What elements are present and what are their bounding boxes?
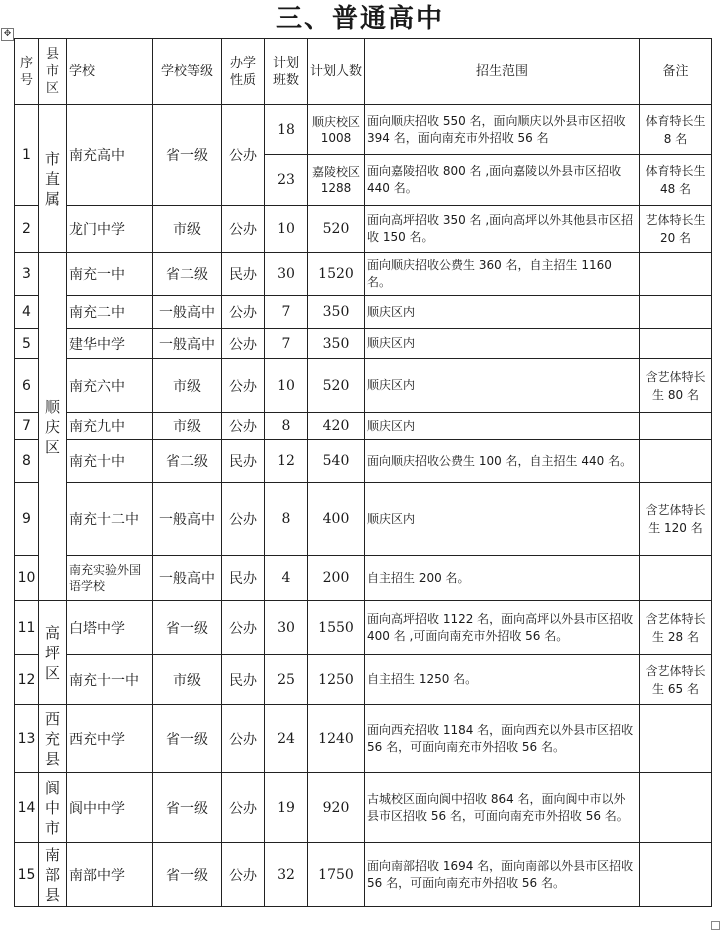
planned-students: 520 bbox=[308, 359, 365, 413]
planned-classes: 30 bbox=[265, 253, 308, 296]
admission-scope: 自主招生 200 名。 bbox=[365, 556, 640, 601]
row-no: 7 bbox=[15, 413, 39, 440]
school-nature: 民办 bbox=[222, 556, 265, 601]
school-nature: 公办 bbox=[222, 206, 265, 253]
header-grade: 学校等级 bbox=[153, 39, 222, 105]
row-no: 14 bbox=[15, 773, 39, 843]
school-grade: 一般高中 bbox=[153, 296, 222, 329]
planned-students: 嘉陵校区1288 bbox=[308, 155, 365, 206]
school-grade: 一般高中 bbox=[153, 329, 222, 359]
admission-scope: 面向嘉陵招收 800 名 ,面向嘉陵以外县市区招收 440 名。 bbox=[365, 155, 640, 206]
county-shunqing: 顺庆区 bbox=[39, 253, 67, 601]
admission-scope: 面向顺庆招收公费生 100 名，自主招生 440 名。 bbox=[365, 440, 640, 483]
school-name: 白塔中学 bbox=[67, 601, 153, 655]
admissions-table bbox=[14, 38, 712, 907]
planned-classes: 19 bbox=[265, 773, 308, 843]
row-no: 9 bbox=[15, 483, 39, 556]
school-name: 建华中学 bbox=[67, 329, 153, 359]
planned-students: 1520 bbox=[308, 253, 365, 296]
school-name: 阆中中学 bbox=[67, 773, 153, 843]
remark: 体育特长生 48 名 bbox=[640, 155, 712, 206]
planned-classes: 12 bbox=[265, 440, 308, 483]
table-row bbox=[15, 705, 712, 773]
table-move-handle-icon[interactable]: ✥ bbox=[1, 28, 14, 41]
planned-students: 1240 bbox=[308, 705, 365, 773]
table-row bbox=[15, 843, 712, 907]
planned-students: 200 bbox=[308, 556, 365, 601]
admission-scope: 面向南部招收 1694 名，面向南部以外县市区招收 56 名，可面向南充市外招收 56 名。 bbox=[365, 843, 640, 907]
school-grade: 省二级 bbox=[153, 440, 222, 483]
school-name: 南充一中 bbox=[67, 253, 153, 296]
admission-scope: 面向高坪招收 1122 名，面向高坪以外县市区招收 400 名 ,可面向南充市外招收 56 名。 bbox=[365, 601, 640, 655]
planned-classes: 7 bbox=[265, 296, 308, 329]
planned-students: 1250 bbox=[308, 655, 365, 705]
remark: 含艺体特长生 28 名 bbox=[640, 601, 712, 655]
school-grade: 省一级 bbox=[153, 843, 222, 907]
school-nature: 民办 bbox=[222, 440, 265, 483]
admission-scope: 自主招生 1250 名。 bbox=[365, 655, 640, 705]
planned-students: 350 bbox=[308, 329, 365, 359]
planned-classes: 23 bbox=[265, 155, 308, 206]
row-no: 1 bbox=[15, 105, 39, 206]
planned-classes: 32 bbox=[265, 843, 308, 907]
school-grade: 省一级 bbox=[153, 105, 222, 206]
admission-scope: 顺庆区内 bbox=[365, 483, 640, 556]
row-no: 15 bbox=[15, 843, 39, 907]
admission-scope: 面向顺庆招收公费生 360 名，自主招生 1160 名。 bbox=[365, 253, 640, 296]
school-nature: 公办 bbox=[222, 601, 265, 655]
table-row bbox=[15, 329, 712, 359]
table-row bbox=[15, 655, 712, 705]
planned-classes: 25 bbox=[265, 655, 308, 705]
admission-scope: 顺庆区内 bbox=[365, 329, 640, 359]
row-no: 2 bbox=[15, 206, 39, 253]
table-row bbox=[15, 296, 712, 329]
remark: 含艺体特长生 65 名 bbox=[640, 655, 712, 705]
school-name: 南充高中 bbox=[67, 105, 153, 206]
remark: 含艺体特长生 120 名 bbox=[640, 483, 712, 556]
school-nature: 公办 bbox=[222, 843, 265, 907]
school-name: 南部中学 bbox=[67, 843, 153, 907]
remark bbox=[640, 705, 712, 773]
school-grade: 省一级 bbox=[153, 601, 222, 655]
school-nature: 公办 bbox=[222, 329, 265, 359]
school-grade: 一般高中 bbox=[153, 556, 222, 601]
header-county: 县市区 bbox=[39, 39, 67, 105]
planned-classes: 8 bbox=[265, 413, 308, 440]
table-row bbox=[15, 483, 712, 556]
school-name: 南充六中 bbox=[67, 359, 153, 413]
school-name: 南充十二中 bbox=[67, 483, 153, 556]
remark bbox=[640, 440, 712, 483]
planned-students: 920 bbox=[308, 773, 365, 843]
header-students: 计划人数 bbox=[308, 39, 365, 105]
county-shizhishu: 市直属 bbox=[39, 105, 67, 253]
county-gaoping: 高坪区 bbox=[39, 601, 67, 705]
planned-students: 540 bbox=[308, 440, 365, 483]
school-name: 南充十一中 bbox=[67, 655, 153, 705]
planned-classes: 7 bbox=[265, 329, 308, 359]
page-title: 三、普通高中 bbox=[275, 4, 444, 34]
admission-scope: 顺庆区内 bbox=[365, 296, 640, 329]
school-nature: 公办 bbox=[222, 483, 265, 556]
school-grade: 省一级 bbox=[153, 705, 222, 773]
planned-students: 1550 bbox=[308, 601, 365, 655]
header-nature: 办学性质 bbox=[222, 39, 265, 105]
row-no: 10 bbox=[15, 556, 39, 601]
header-classes: 计划班数 bbox=[265, 39, 308, 105]
row-no: 11 bbox=[15, 601, 39, 655]
planned-classes: 10 bbox=[265, 206, 308, 253]
school-grade: 一般高中 bbox=[153, 483, 222, 556]
header-row bbox=[15, 39, 712, 105]
planned-students: 400 bbox=[308, 483, 365, 556]
planned-students: 顺庆校区1008 bbox=[308, 105, 365, 155]
row-no: 4 bbox=[15, 296, 39, 329]
planned-classes: 24 bbox=[265, 705, 308, 773]
planned-students: 420 bbox=[308, 413, 365, 440]
remark bbox=[640, 843, 712, 907]
row-no: 3 bbox=[15, 253, 39, 296]
school-name: 南充实验外国语学校 bbox=[67, 556, 153, 601]
remark bbox=[640, 556, 712, 601]
remark bbox=[640, 296, 712, 329]
row-no: 6 bbox=[15, 359, 39, 413]
planned-classes: 18 bbox=[265, 105, 308, 155]
school-grade: 市级 bbox=[153, 206, 222, 253]
table-row bbox=[15, 440, 712, 483]
row-no: 5 bbox=[15, 329, 39, 359]
row-no: 13 bbox=[15, 705, 39, 773]
header-note: 备注 bbox=[640, 39, 712, 105]
county-xichong: 西充县 bbox=[39, 705, 67, 773]
school-grade: 市级 bbox=[153, 655, 222, 705]
school-nature: 民办 bbox=[222, 253, 265, 296]
table-row bbox=[15, 105, 712, 155]
school-nature: 公办 bbox=[222, 296, 265, 329]
admission-scope: 顺庆区内 bbox=[365, 359, 640, 413]
table-row bbox=[15, 413, 712, 440]
table-row bbox=[15, 773, 712, 843]
school-grade: 省一级 bbox=[153, 773, 222, 843]
table-resize-handle[interactable] bbox=[711, 921, 720, 930]
remark: 体育特长生 8 名 bbox=[640, 105, 712, 155]
school-name: 南充二中 bbox=[67, 296, 153, 329]
school-grade: 省二级 bbox=[153, 253, 222, 296]
header-school: 学校 bbox=[67, 39, 153, 105]
school-nature: 公办 bbox=[222, 413, 265, 440]
admission-scope: 面向顺庆招收 550 名，面向顺庆以外县市区招收 394 名，面向南充市外招收 56 名 bbox=[365, 105, 640, 155]
remark bbox=[640, 413, 712, 440]
admission-scope: 顺庆区内 bbox=[365, 413, 640, 440]
remark bbox=[640, 773, 712, 843]
header-scope: 招生范围 bbox=[365, 39, 640, 105]
county-nanbu: 南部县 bbox=[39, 843, 67, 907]
table-row bbox=[15, 253, 712, 296]
planned-students: 520 bbox=[308, 206, 365, 253]
school-name: 西充中学 bbox=[67, 705, 153, 773]
planned-classes: 10 bbox=[265, 359, 308, 413]
school-nature: 公办 bbox=[222, 773, 265, 843]
school-nature: 公办 bbox=[222, 105, 265, 206]
table-row bbox=[15, 601, 712, 655]
remark: 艺体特长生 20 名 bbox=[640, 206, 712, 253]
table-row bbox=[15, 556, 712, 601]
county-langzhong: 阆中市 bbox=[39, 773, 67, 843]
admission-scope: 古城校区面向阆中招收 864 名，面向阆中市以外县市区招收 56 名，可面向南充市外招收 56 名。 bbox=[365, 773, 640, 843]
admission-scope: 面向高坪招收 350 名 ,面向高坪以外其他县市区招收 150 名。 bbox=[365, 206, 640, 253]
school-grade: 市级 bbox=[153, 359, 222, 413]
planned-classes: 8 bbox=[265, 483, 308, 556]
school-nature: 公办 bbox=[222, 359, 265, 413]
header-no: 序号 bbox=[15, 39, 39, 105]
school-nature: 公办 bbox=[222, 705, 265, 773]
school-name: 龙门中学 bbox=[67, 206, 153, 253]
table-row bbox=[15, 206, 712, 253]
planned-students: 350 bbox=[308, 296, 365, 329]
remark bbox=[640, 329, 712, 359]
school-grade: 市级 bbox=[153, 413, 222, 440]
remark: 含艺体特长生 80 名 bbox=[640, 359, 712, 413]
planned-students: 1750 bbox=[308, 843, 365, 907]
table-row bbox=[15, 359, 712, 413]
school-name: 南充十中 bbox=[67, 440, 153, 483]
remark bbox=[640, 253, 712, 296]
row-no: 8 bbox=[15, 440, 39, 483]
planned-classes: 4 bbox=[265, 556, 308, 601]
row-no: 12 bbox=[15, 655, 39, 705]
planned-classes: 30 bbox=[265, 601, 308, 655]
admission-scope: 面向西充招收 1184 名，面向西充以外县市区招收 56 名，可面向南充市外招收 56 名。 bbox=[365, 705, 640, 773]
school-name: 南充九中 bbox=[67, 413, 153, 440]
school-nature: 民办 bbox=[222, 655, 265, 705]
